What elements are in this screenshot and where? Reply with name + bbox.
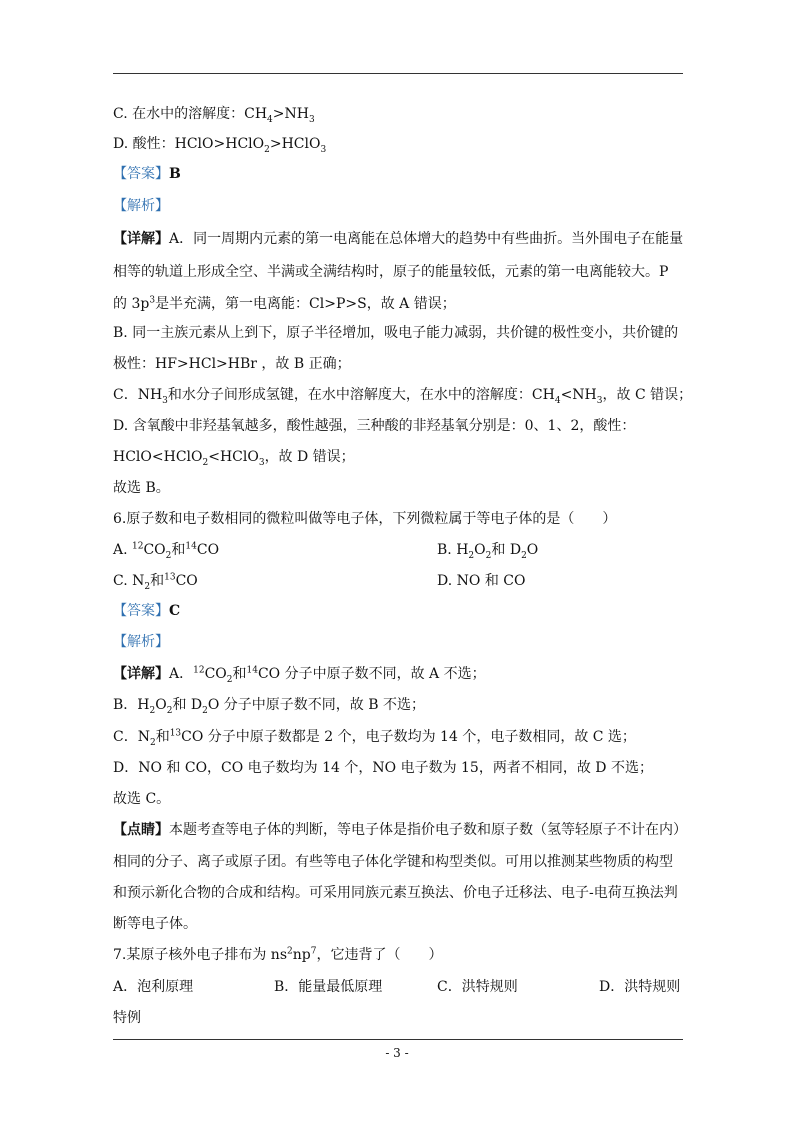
q6-option-d: D. NO 和 CO [437, 573, 526, 589]
q5-detail-7: D. 含氧酸中非羟基氧越多，酸性越强，三种酸的非羟基氧分别是：0、1、2，酸性： [113, 418, 636, 434]
q7-option-d-continued: 特例 [113, 1010, 141, 1026]
q7-stem: 7.某原子核外电子排布为 $ns^2np^7$，它违背了（ ） [113, 946, 443, 963]
q5-detail-3: 的 $3p^3$是半充满，第一电离能：Cl>P>S，故 A 错误； [113, 295, 456, 312]
q6-comment-1: 【点睛】本题考查等电子体的判断，等电子体是指价电子数和原子数（氢等轻原子不计在内） [113, 822, 687, 838]
q6-option-b: B. $H_2O_2$和 $D_2O$ [437, 542, 539, 561]
q6-comment-3: 和预示新化合物的合成和结构。可采用同族元素互换法、价电子迁移法、电子-电荷互换法判 [113, 885, 678, 901]
footer-rule [113, 1039, 683, 1040]
q5-answer: 【答案】B [113, 166, 181, 182]
q6-detail-c: C．$N_2$和$^{13}$CO 分子中原子数都是 2 个，电子数均为 14 个，电子数相同，故 C 选； [113, 728, 636, 748]
q6-detail-b: B．$H_2O_2$和 $D_2O$ 分子中原子数不同，故 B 不选； [113, 697, 425, 716]
q6-detail-d: D．NO 和 CO，CO 电子数均为 14 个，NO 电子数为 15，两者不相同，故 D 不选； [113, 760, 653, 776]
q6-analysis-tag: 【解析】 [113, 634, 169, 650]
q7-option-a: A．泡利原理 [113, 979, 194, 995]
q7-option-c: C．洪特规则 [437, 979, 518, 995]
q6-answer: 【答案】C [113, 603, 181, 619]
q5-conclusion: 故选 B。 [113, 480, 170, 496]
q5-detail-4: B. 同一主族元素从上到下，原子半径增加，吸电子能力减弱，共价键的极性变小，共价键的 [113, 325, 679, 341]
q6-option-a: A. $^{12}CO_2$和$^{14}$CO [113, 541, 220, 561]
q6-stem: 6.原子数和电子数相同的微粒叫做等电子体，下列微粒属于等电子体的是（ ） [113, 511, 617, 527]
q5-detail-5: 极性：HF>HCl>HBr ，故 B 正确； [113, 356, 351, 372]
page-number: - 3 - [385, 1046, 409, 1060]
header-rule [113, 73, 683, 74]
q5-option-d: D. 酸性：HClO>HClO$_2$>HClO$_3$ [113, 136, 327, 155]
q5-detail-6: C．$NH_3$和水分子间形成氢键，在水中溶解度大，在水中的溶解度：$CH_4<NH_3$，故 C 错误； [113, 387, 693, 406]
q6-conclusion: 故选 C。 [113, 791, 171, 807]
q6-option-c: C. $N_2$和$^{13}$CO [113, 572, 198, 592]
q5-detail-2: 相等的轨道上形成全空、半满或全满结构时，原子的能量较低，元素的第一电离能较大。P [113, 264, 669, 280]
q6-comment-4: 断等电子体。 [113, 916, 197, 932]
q5-option-c: C. 在水中的溶解度：$CH_4>NH_3$ [113, 106, 315, 125]
q5-detail-1: 【详解】A．同一周期内元素的第一电离能在总体增大的趋势中有些曲折。当外围电子在能量 [113, 231, 684, 247]
q5-analysis-tag: 【解析】 [113, 198, 169, 214]
q7-option-b: B．能量最低原理 [274, 979, 383, 995]
q6-comment-2: 相同的分子、离子或原子团。有些等电子体化学键和构型类似。可用以推测某些物质的构型 [113, 854, 673, 870]
q6-detail-a: 【详解】A．$^{12}CO_2$和$^{14}$CO 分子中原子数不同，故 A 不选； [113, 665, 486, 685]
q7-option-d: D．洪特规则 [599, 979, 681, 995]
q5-detail-8: HClO<HClO$_2$<HClO$_3$，故 D 错误； [113, 449, 355, 468]
